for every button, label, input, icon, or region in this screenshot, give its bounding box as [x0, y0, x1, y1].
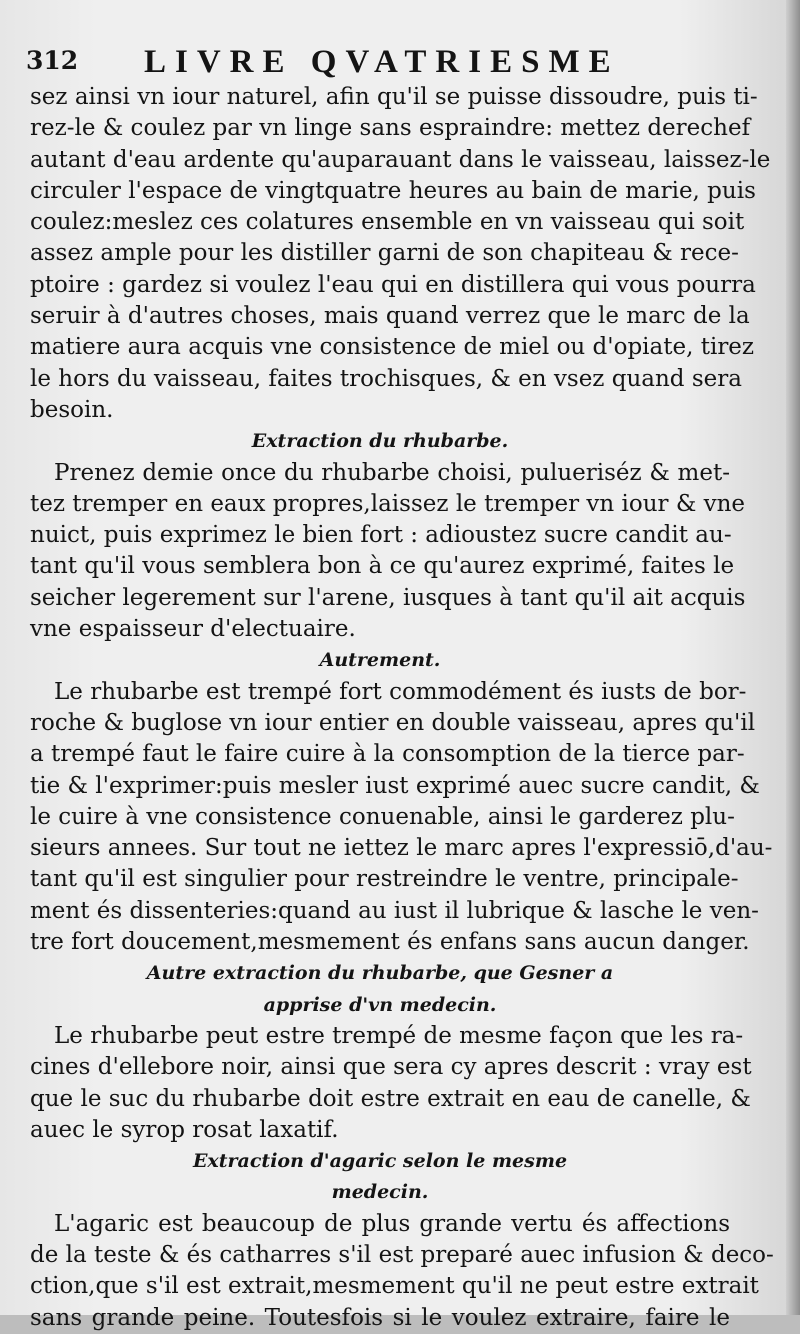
paragraph-agaric	[30, 1209, 774, 1334]
text-line: le cuire à vne consistence conuenable, ainsi le garderez plu-	[30, 803, 735, 830]
text-line: le hors du vaisseau, faites trochisques, & en vsez quand sera	[30, 365, 742, 392]
section-heading: Autrement.	[319, 649, 441, 672]
running-title: LIVRE QVATRIESME	[144, 44, 620, 80]
paragraph-continued	[30, 82, 771, 426]
text-line: vne espaisseur d'electuaire.	[30, 616, 356, 643]
text-line: a trempé faut le faire cuire à la consomption de la tierce par-	[30, 741, 745, 768]
text-line: autant d'eau ardente qu'auparauant dans le vaisseau, laissez-le	[30, 146, 771, 173]
text-line: cines d'ellebore noir, ainsi que sera cy apres descrit : vray est	[30, 1054, 752, 1081]
page-edge-shadow	[786, 0, 800, 1315]
text-line: assez ample pour les distiller garni de son chapiteau & rece-	[30, 240, 739, 267]
text-line: tre fort doucement,mesmement és enfans sans aucun danger.	[30, 929, 750, 956]
text-line: de la teste & és catharres s'il est preparé auec infusion & deco-	[30, 1241, 774, 1268]
text-line: Le rhubarbe peut estre trempé de mesme façon que les ra-	[54, 1022, 744, 1049]
text-line: ptoire : gardez si voulez l'eau qui en distillera qui vous pourra	[30, 271, 756, 298]
text-line: que le suc du rhubarbe doit estre extrait en eau de canelle, &	[30, 1085, 751, 1112]
text-line: ction,que s'il est extrait,mesmement qu'il ne peut estre extrait	[30, 1273, 759, 1300]
paragraph-gesner	[30, 1021, 752, 1146]
text-line: auec le syrop rosat laxatif.	[30, 1116, 339, 1143]
text-line: rez-le & coulez par vn linge sans espraindre: mettez derechef	[30, 115, 751, 142]
text-line: tant qu'il vous semblera bon à ce qu'aurez exprimé, faites le	[30, 553, 735, 580]
section-heading	[30, 1146, 730, 1209]
text-line: tant qu'il est singulier pour restreindre le ventre, principale-	[30, 866, 739, 893]
text-line: seruir à d'autres choses, mais quand verrez que le marc de la	[30, 303, 750, 330]
text-line: matiere aura acquis vne consistence de miel ou d'opiate, tirez	[30, 334, 755, 361]
text-line: seicher legerement sur l'arene, iusques à tant qu'il ait acquis	[30, 584, 746, 611]
text-line: coulez:meslez ces colatures ensemble en vn vaisseau qui soit	[30, 209, 745, 236]
page-header	[26, 44, 766, 84]
text-line: Prenez demie once du rhubarbe choisi, pulueriséz & met-	[54, 459, 730, 486]
text-line: L'agaric est beaucoup de plus grande vertu és affections	[54, 1210, 730, 1237]
page-body	[30, 82, 774, 1334]
text-line: circuler l'espace de vingtquatre heures au bain de marie, puis	[30, 177, 756, 204]
paragraph-autrement	[30, 677, 773, 959]
text-line: tie & l'exprimer:puis mesler iust exprimé auec sucre candit, &	[30, 772, 760, 799]
text-line: sieurs annees. Sur tout ne iettez le marc apres l'expressiō,d'au-	[30, 835, 773, 862]
text-line: roche & buglose vn iour entier en double vaisseau, apres qu'il	[30, 709, 756, 736]
heading-line: medecin.	[331, 1181, 429, 1204]
page-number: 312	[26, 46, 79, 75]
heading-line: apprise d'vn medecin.	[263, 993, 497, 1016]
section-heading	[30, 958, 730, 1021]
text-line: sez ainsi vn iour naturel, afin qu'il se puisse dissoudre, puis ti-	[30, 84, 758, 110]
paragraph-rhubarb-extraction	[30, 458, 746, 646]
text-line: nuict, puis exprimez le bien fort : adioustez sucre candit au-	[30, 522, 732, 549]
text-line: Le rhubarbe est trempé fort commodément és iusts de bor-	[54, 678, 747, 705]
text-line: sans grande peine. Toutesfois si le voulez extraire, faire le	[30, 1304, 730, 1331]
text-line: ment és dissenteries:quand au iust il lubrique & lasche le ven-	[30, 897, 759, 924]
section-heading: Extraction du rhubarbe.	[251, 430, 509, 453]
text-line: tez tremper en eaux propres,laissez le tremper vn iour & vne	[30, 490, 746, 517]
text-line: besoin.	[30, 396, 114, 423]
heading-line: Autre extraction du rhubarbe, que Gesner a	[146, 962, 614, 985]
heading-line: Extraction d'agaric selon le mesme	[192, 1150, 568, 1173]
